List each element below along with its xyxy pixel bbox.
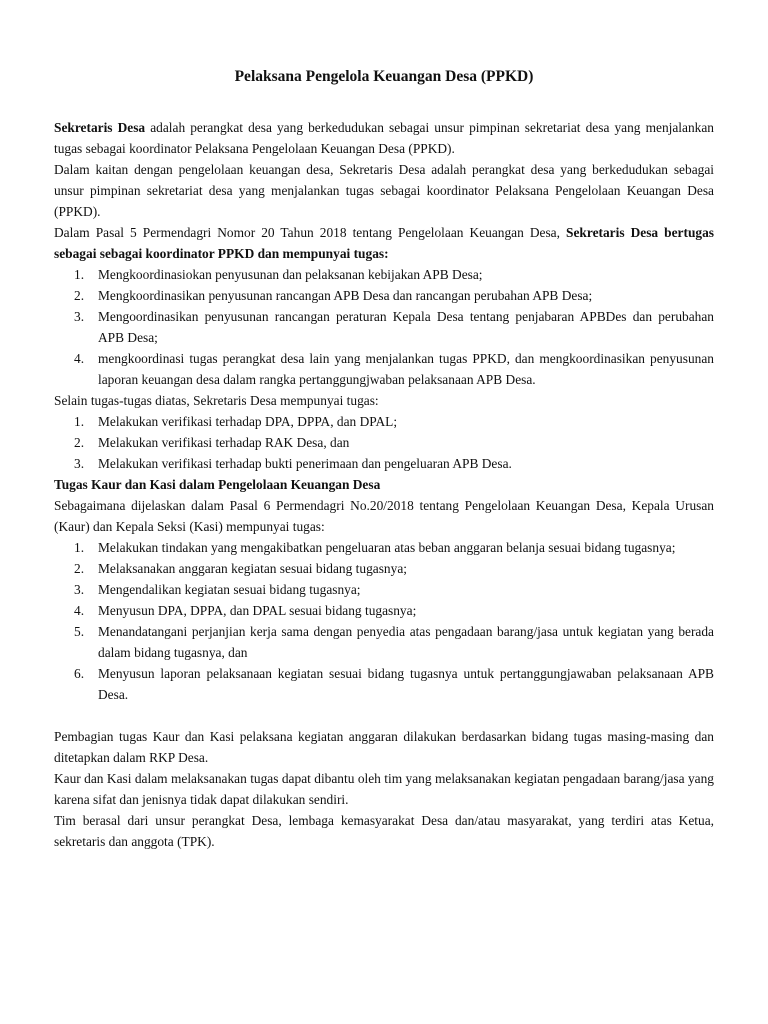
list-number: 4. [74,603,85,618]
list-item [74,285,714,306]
list-text: Melaksanakan anggaran kegiatan sesuai bidang tugasnya; [98,561,407,576]
paragraph-pembagian-tugas: Pembagian tugas Kaur dan Kasi pelaksana kegiatan anggaran dilakukan berdasarkan bidang tugas masing-masing dan ditetapkan dalam RKP Desa. [54,729,714,765]
list-text: Melakukan verifikasi terhadap DPA, DPPA, dan DPAL; [98,414,398,429]
list-number: 4. [74,351,85,366]
list-text: Mengkoordinasikan penyusunan rancangan APB Desa dan rancangan perubahan APB Desa; [98,288,593,303]
list-tugas-tambahan [54,411,714,474]
list-text: Menandatangani perjanjian kerja sama dengan penyedia atas pengadaan barang/jasa untuk kegiatan yang berada dalam bidang tugasnya, dan [98,624,714,660]
paragraph-spacer [54,705,714,726]
list-item [74,264,714,285]
section-heading-kaur-kasi [54,474,714,495]
list-number: 5. [74,624,85,639]
list-tugas-sekretaris [54,264,714,390]
paragraph-kaitan: Dalam kaitan dengan pengelolaan keuangan desa, Sekretaris Desa adalah perangkat desa yang berkedudukan sebagai unsur pimpinan sekretariat desa yang menjalankan tugas sebagai koordinator Pelaksana Pengelolaan Keuangan Desa (PPKD). [54,162,714,219]
paragraph-pasal-6: Sebagaimana dijelaskan dalam Pasal 6 Permendagri No.20/2018 tentang Pengelolaan Keuangan Desa, Kepala Urusan (Kaur) dan Kepala Seksi (Kasi) mempunyai tugas: [54,498,714,534]
paragraph-text: adalah perangkat desa yang berkedudukan sebagai unsur pimpinan sekretariat desa yang menjalankan tugas sebagai koordinator Pelaksana Pengelolaan Keuangan Desa (PPKD). [54,120,714,156]
bold-statement: Sekretaris Desa bertugas sebagai sebagai koordinator PPKD dan mempunyai tugas: [54,225,714,261]
list-item [74,663,714,705]
list-text: Mengendalikan kegiatan sesuai bidang tugasnya; [98,582,361,597]
section-heading-text: Tugas Kaur dan Kasi dalam Pengelolaan Keuangan Desa [54,477,381,492]
list-item [74,432,714,453]
list-text: mengkoordinasi tugas perangkat desa lain yang menjalankan tugas PPKD, dan mengkoordinasikan penyusunan laporan keuangan desa dalam rangka pertanggungjwaban pelaksanaan APB Desa. [98,351,714,387]
paragraph-pasal-5 [54,222,714,264]
list-number: 3. [74,309,85,324]
list-item [74,621,714,663]
list-number: 2. [74,288,85,303]
list-item [74,600,714,621]
list-item [74,537,714,558]
list-text: Menyusun DPA, DPPA, dan DPAL sesuai bidang tugasnya; [98,603,417,618]
list-item [74,579,714,600]
list-tugas-kaur-kasi [54,537,714,705]
list-number: 2. [74,561,85,576]
list-item [74,306,714,348]
list-number: 1. [74,414,85,429]
paragraph-sekretaris-desa [54,117,714,159]
paragraph-tim-tpk: Tim berasal dari unsur perangkat Desa, lembaga kemasyarakat Desa dan/atau masyarakat, yang terdiri atas Ketua, sekretaris dan anggota (TPK). [54,813,714,849]
list-number: 6. [74,666,85,681]
paragraph-selain-tugas: Selain tugas-tugas diatas, Sekretaris Desa mempunyai tugas: [54,393,379,408]
paragraph-text: Dalam Pasal 5 Permendagri Nomor 20 Tahun 2018 tentang Pengelolaan Keuangan Desa, [54,225,567,240]
list-text: Melakukan tindakan yang mengakibatkan pengeluaran atas beban anggaran belanja sesuai bidang tugasnya; [98,540,676,555]
list-number: 1. [74,540,85,555]
paragraph-kaur-kasi-tim: Kaur dan Kasi dalam melaksanakan tugas dapat dibantu oleh tim yang melaksanakan kegiatan pengadaan barang/jasa yang karena sifat dan jenisnya tidak dapat dilakukan sendiri. [54,771,714,807]
list-text: Mengoordinasikan penyusunan rancangan peraturan Kepala Desa tentang penjabaran APBDes dan perubahan APB Desa; [98,309,714,345]
list-number: 1. [74,267,85,282]
list-item [74,348,714,390]
list-text: Mengkoordinasiokan penyusunan dan pelaksanan kebijakan APB Desa; [98,267,483,282]
list-number: 3. [74,456,85,471]
list-text: Menyusun laporan pelaksanaan kegiatan sesuai bidang tugasnya untuk pertanggungjawaban pelaksanaan APB Desa. [98,666,714,702]
list-item [74,411,714,432]
term-sekretaris-desa: Sekretaris Desa [54,120,146,135]
list-text: Melakukan verifikasi terhadap bukti penerimaan dan pengeluaran APB Desa. [98,456,512,471]
list-number: 2. [74,435,85,450]
list-number: 3. [74,582,85,597]
list-item [74,453,714,474]
list-item [74,558,714,579]
document-title: Pelaksana Pengelola Keuangan Desa (PPKD) [234,68,534,85]
list-text: Melakukan verifikasi terhadap RAK Desa, dan [98,435,350,450]
